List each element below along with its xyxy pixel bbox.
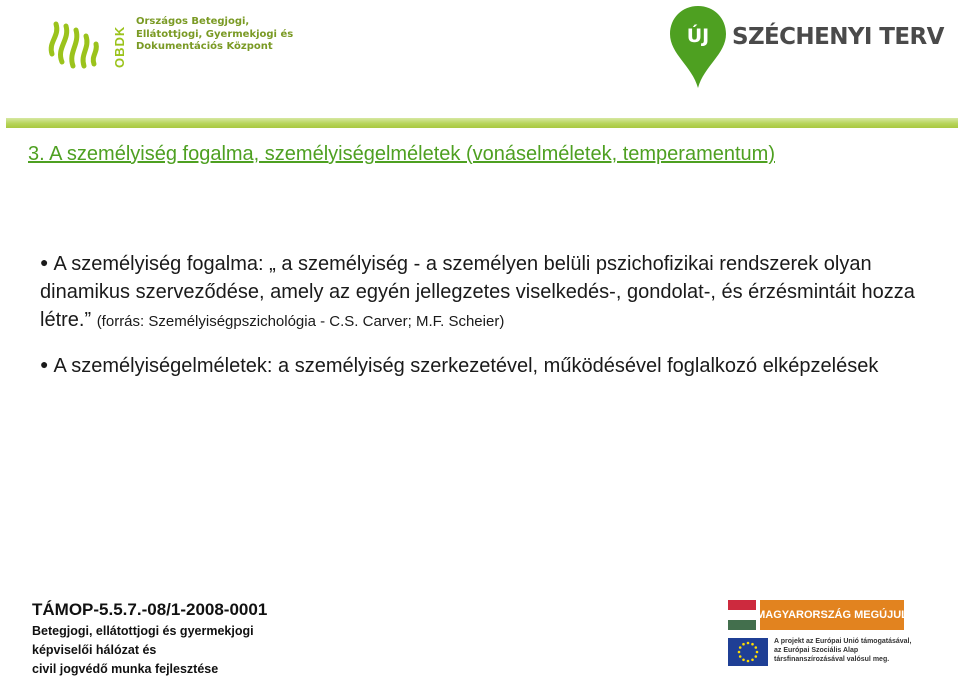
- bullet-source: (forrás: Személyiségpszichológia - C.S. Carver; M.F. Scheier): [96, 313, 505, 330]
- eu-funding-line-2: az Európai Szociális Alap: [774, 647, 859, 654]
- bullet-item-personality-definition: [40, 248, 940, 336]
- hungarian-flag-icon: [728, 600, 756, 630]
- bullet-text: A személyiség fogalma: „ a személyiség - a személyen belüli pszichofizikai rendszerek olyan dinamikus szerveződése, amely az egyén jellegzetes viselkedés-, gondolat-, és érzésmintáit hozza létre.”: [40, 253, 915, 331]
- szechenyi-terv-name: SZÉCHENYI TERV: [732, 24, 944, 50]
- header-divider: [6, 118, 958, 128]
- slide-title: 3. A személyiség fogalma, személyiségelméletek (vonáselméletek, temperamentum): [28, 143, 775, 165]
- obdk-stripes-logo-icon: [46, 14, 108, 72]
- szechenyi-badge-text: ÚJ: [686, 25, 710, 47]
- bullet-item-personality-theories: [40, 350, 940, 380]
- eu-funding-line-3: társfinanszírozásával valósul meg.: [774, 656, 890, 663]
- obdk-org-line-1: Országos Betegjogi,: [136, 16, 250, 27]
- bullet-icon: ●: [40, 356, 49, 372]
- szechenyi-terv-logo: [668, 4, 944, 90]
- project-description-line-1: Betegjogi, ellátottjogi és gyermekjogi: [32, 624, 254, 638]
- bullet-icon: ●: [40, 254, 49, 270]
- obdk-org-line-2: Ellátottjogi, Gyermekjogi és: [136, 28, 294, 40]
- map-pin-logo-icon: [668, 4, 728, 90]
- eu-flag-icon: [728, 638, 768, 666]
- project-code: TÁMOP-5.5.7.-08/1-2008-0001: [32, 600, 268, 619]
- obdk-logo: [46, 14, 294, 74]
- obdk-org-name: [136, 16, 294, 54]
- bullet-text: A személyiségelméletek: a személyiség szerkezetével, működésével foglalkozó elképzelések: [53, 355, 879, 377]
- eu-funding-line-1: A projekt az Európai Unió támogatásával,: [774, 638, 912, 645]
- eu-funding-badge: [712, 586, 938, 678]
- bullet-list: [40, 248, 940, 380]
- project-description-line-3: civil jogvédő munka fejlesztése: [32, 662, 219, 676]
- project-description-line-2: képviselői hálózat és: [32, 643, 157, 657]
- obdk-org-line-3: Dokumentációs Központ: [136, 41, 273, 52]
- obdk-vertical-text: OBDK: [112, 25, 127, 69]
- footer-project-info: [32, 598, 392, 679]
- magyarorszag-megujul-banner: MAGYARORSZÁG MEGÚJUL: [760, 600, 904, 630]
- eu-funding-text: [774, 637, 936, 664]
